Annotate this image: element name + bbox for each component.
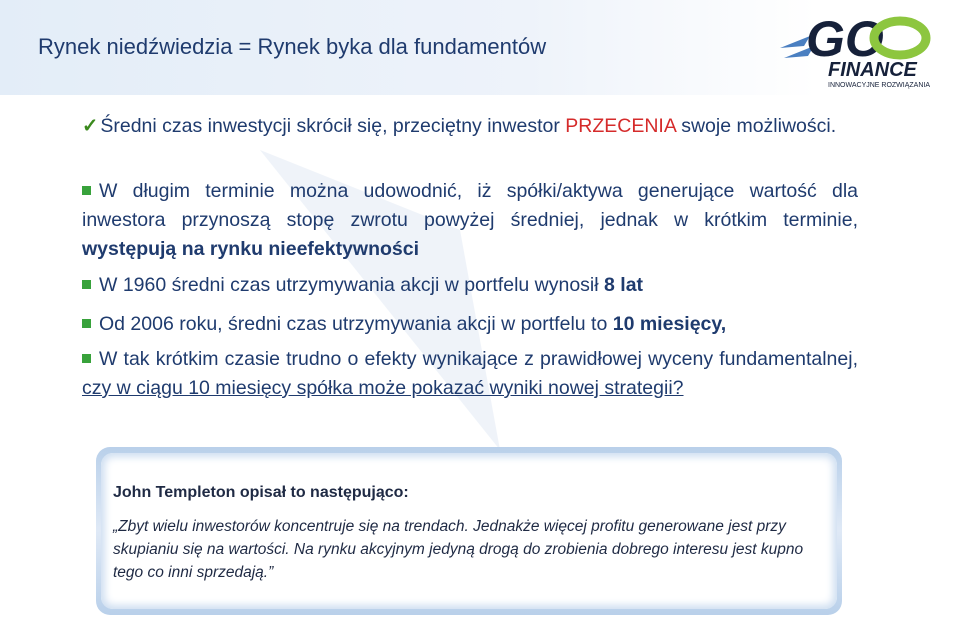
square-bullet-icon (82, 354, 91, 363)
bullet-3: W 1960 średni czas utrzymywania akcji w portfelu wynosił 8 lat (82, 271, 858, 300)
logo-tagline: INNOWACYJNE ROZWIĄZANIA (828, 82, 931, 89)
go-finance-logo (770, 6, 955, 90)
quote-heading: John Templeton opisał to następująco: (113, 484, 409, 501)
page-title: Rynek niedźwiedzia = Rynek byka dla fundamentów (38, 34, 547, 59)
square-bullet-icon (82, 280, 91, 289)
bullet-4: Od 2006 roku, średni czas utrzymywania akcji w portfelu to 10 miesięcy, (82, 310, 858, 339)
square-bullet-icon (82, 186, 91, 195)
bullet-2: W długim terminie można udowodnić, iż spółki/aktywa generujące wartość dla inwestora przynoszą stopę zwrotu powyżej średniej, jednak w krótkim terminie, występują na rynku nieefektywności (82, 180, 858, 260)
bullet-1: ✓ Średni czas inwestycji skrócił się, przeciętny inwestor PRZECENIA swoje możliwości. (82, 115, 837, 137)
logo-finance-text: FINANCE (828, 59, 917, 81)
quote-body: „Zbyt wielu inwestorów koncentruje się na trendach. Jednakże więcej profitu generowane jest przy skupianiu się na wartości. Na rynku akcyjnym jedyną drogą do zrobienia dobrego interesu jest kupno tego co inni sprzedają.” (113, 518, 804, 581)
logo-go-text: GO (806, 11, 884, 67)
bullet-5: W tak krótkim czasie trudno o efekty wynikające z prawidłowej wyceny fundamentalnej, czy w ciągu 10 miesięcy spółka może pokazać wyniki nowej strategii? (82, 348, 858, 399)
checkmark-icon: ✓ (82, 115, 99, 137)
square-bullet-icon (82, 319, 91, 328)
highlight-przecenia: PRZECENIA (565, 115, 676, 137)
